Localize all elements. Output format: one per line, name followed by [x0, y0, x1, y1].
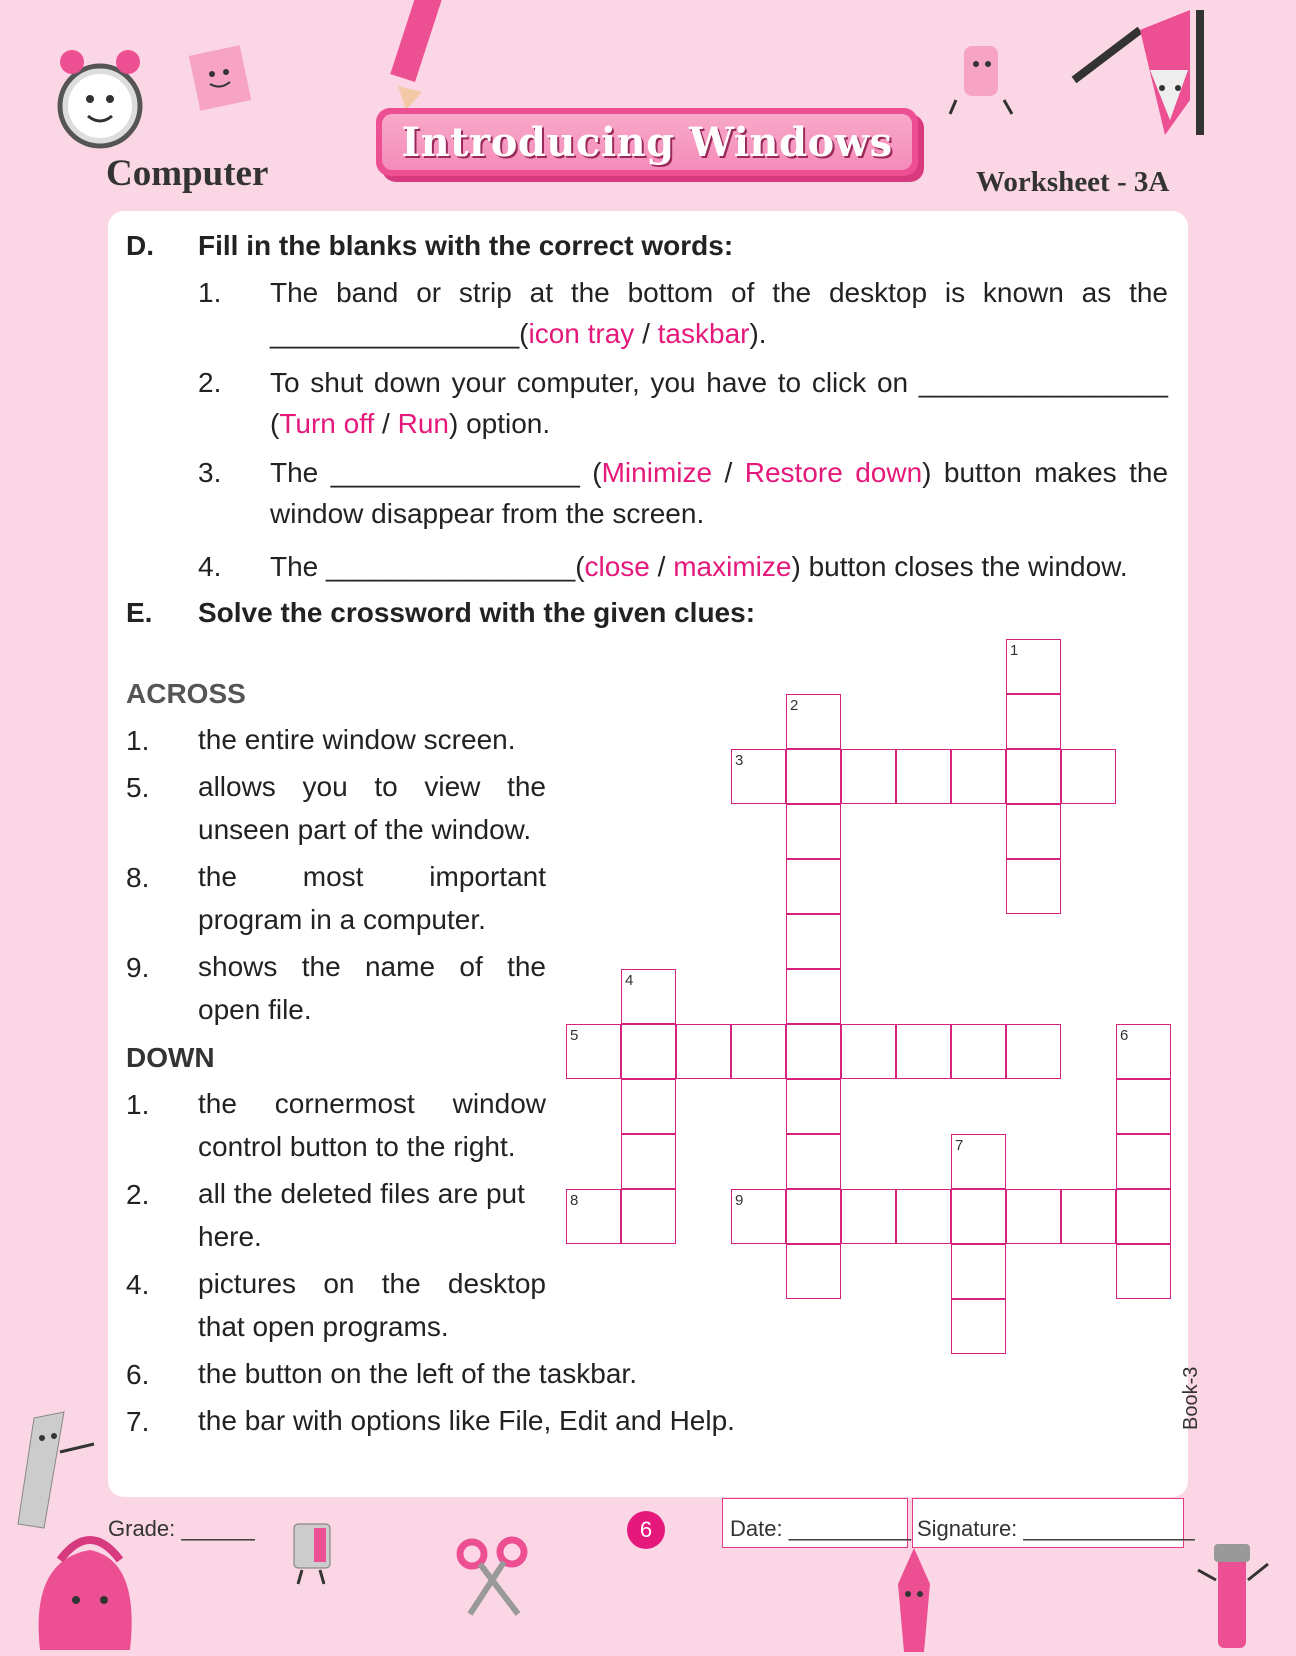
crossword-cell-number: 2 [790, 697, 799, 714]
q1-number: 1. [198, 277, 222, 308]
q3-line1: The ________________ (Minimize / Restore down) button makes the [270, 457, 1169, 488]
across-clue-1: the entire window screen. [198, 724, 516, 755]
q2-line2: (Turn off / Run) option. [270, 408, 551, 439]
q3-number: 3. [198, 457, 222, 488]
notepad-icon [180, 40, 260, 120]
signature-field[interactable]: Signature: ______________ [917, 1516, 1195, 1541]
section-d-letter: D. [126, 230, 154, 261]
q4-blank[interactable]: ________________ [326, 551, 576, 582]
scissors-icon [456, 1536, 532, 1620]
down-clue-4: pictures on the desktop [198, 1268, 546, 1299]
across-clue-9-num: 9. [126, 952, 150, 983]
pencil-icon [382, 0, 452, 112]
crossword-cell-number: 8 [570, 1192, 579, 1209]
down-clue-2-line2: here. [198, 1221, 262, 1252]
section-d-heading: Fill in the blanks with the correct words: [198, 230, 734, 261]
grade-field[interactable]: Grade: ______ [108, 1516, 255, 1541]
down-clue-4-num: 4. [126, 1269, 150, 1300]
q2-option-1: Turn off [279, 408, 375, 439]
q2-option-2: Run [397, 408, 449, 439]
q3-blank[interactable]: ________________ [330, 457, 580, 488]
title-banner [376, 108, 918, 176]
across-clue-8-num: 8. [126, 862, 150, 893]
crossword-cell-number: 7 [955, 1137, 964, 1154]
across-clue-9: shows the name of the [198, 951, 546, 982]
q1-blank[interactable]: ________________ [270, 318, 520, 349]
q4-option-2: maximize [673, 551, 792, 582]
crossword-cell-number: 6 [1120, 1027, 1129, 1044]
ruler-mascot-icon [14, 1408, 104, 1538]
section-e-heading: Solve the crossword with the given clues: [198, 597, 756, 628]
across-clue-8: the most important [198, 861, 546, 892]
q1-line1: The band or strip at the bottom of the desktop is known as the [270, 277, 1168, 308]
subject-label: Computer [106, 153, 269, 194]
across-clue-9-line2: open file. [198, 994, 312, 1025]
crossword-cell-number: 9 [735, 1192, 744, 1209]
pencil-mascot-icon [1070, 10, 1210, 140]
down-clue-7-num: 7. [126, 1406, 150, 1437]
q1-option-1: icon tray [528, 318, 635, 349]
page-title: Introducing Windows [401, 118, 893, 166]
down-clue-1-num: 1. [126, 1089, 150, 1120]
crossword-cell-number: 3 [735, 752, 744, 769]
page-number: 6 [627, 1511, 665, 1549]
down-heading: DOWN [126, 1042, 215, 1073]
q4-option-1: close [584, 551, 650, 582]
pen-mascot-icon [1196, 1540, 1276, 1656]
down-clue-2: all the deleted files are put [198, 1178, 525, 1209]
alarm-clock-icon [52, 44, 152, 164]
down-clue-1: the cornermost window [198, 1088, 546, 1119]
crayon-mascot-icon [884, 1544, 954, 1654]
q4-number: 4. [198, 551, 222, 582]
down-clue-6-num: 6. [126, 1359, 150, 1390]
down-clue-6: the button on the left of the taskbar. [198, 1358, 637, 1389]
across-clue-1-num: 1. [126, 725, 150, 756]
down-clue-1-line2: control button to the right. [198, 1131, 516, 1162]
across-clue-5-line2: unseen part of the window. [198, 814, 532, 845]
sharpener-icon [284, 1518, 344, 1588]
q4-line1: The ________________(close / maximize) button closes the window. [270, 551, 1128, 582]
across-clue-5: allows you to view the [198, 771, 546, 802]
across-clue-8-line2: program in a computer. [198, 904, 486, 935]
down-clue-2-num: 2. [126, 1179, 150, 1210]
down-clue-4-line2: that open programs. [198, 1311, 449, 1342]
q2-line1: To shut down your computer, you have to click on ________________ [270, 367, 1168, 398]
q3-option-2: Restore down [744, 457, 923, 488]
across-clue-5-num: 5. [126, 772, 150, 803]
q2-number: 2. [198, 367, 222, 398]
worksheet-label: Worksheet - 3A [976, 166, 1170, 198]
crossword-cell-number: 4 [625, 972, 634, 989]
crossword-cell-number: 5 [570, 1027, 579, 1044]
q3-line2: window disappear from the screen. [270, 498, 705, 529]
book-label: Book-3 [1180, 1366, 1202, 1430]
down-clue-7: the bar with options like File, Edit and Help. [198, 1405, 735, 1436]
crossword-cell-number: 1 [1010, 642, 1019, 659]
q1-line2: ________________(icon tray / taskbar). [270, 318, 767, 349]
q1-option-2: taskbar [657, 318, 750, 349]
section-e-letter: E. [126, 597, 153, 628]
date-field[interactable]: Date: __________ [730, 1516, 912, 1541]
q2-blank[interactable]: ________________ [918, 367, 1168, 398]
across-heading: ACROSS [126, 678, 246, 709]
q3-option-1: Minimize [601, 457, 713, 488]
eraser-icon [946, 40, 1016, 120]
